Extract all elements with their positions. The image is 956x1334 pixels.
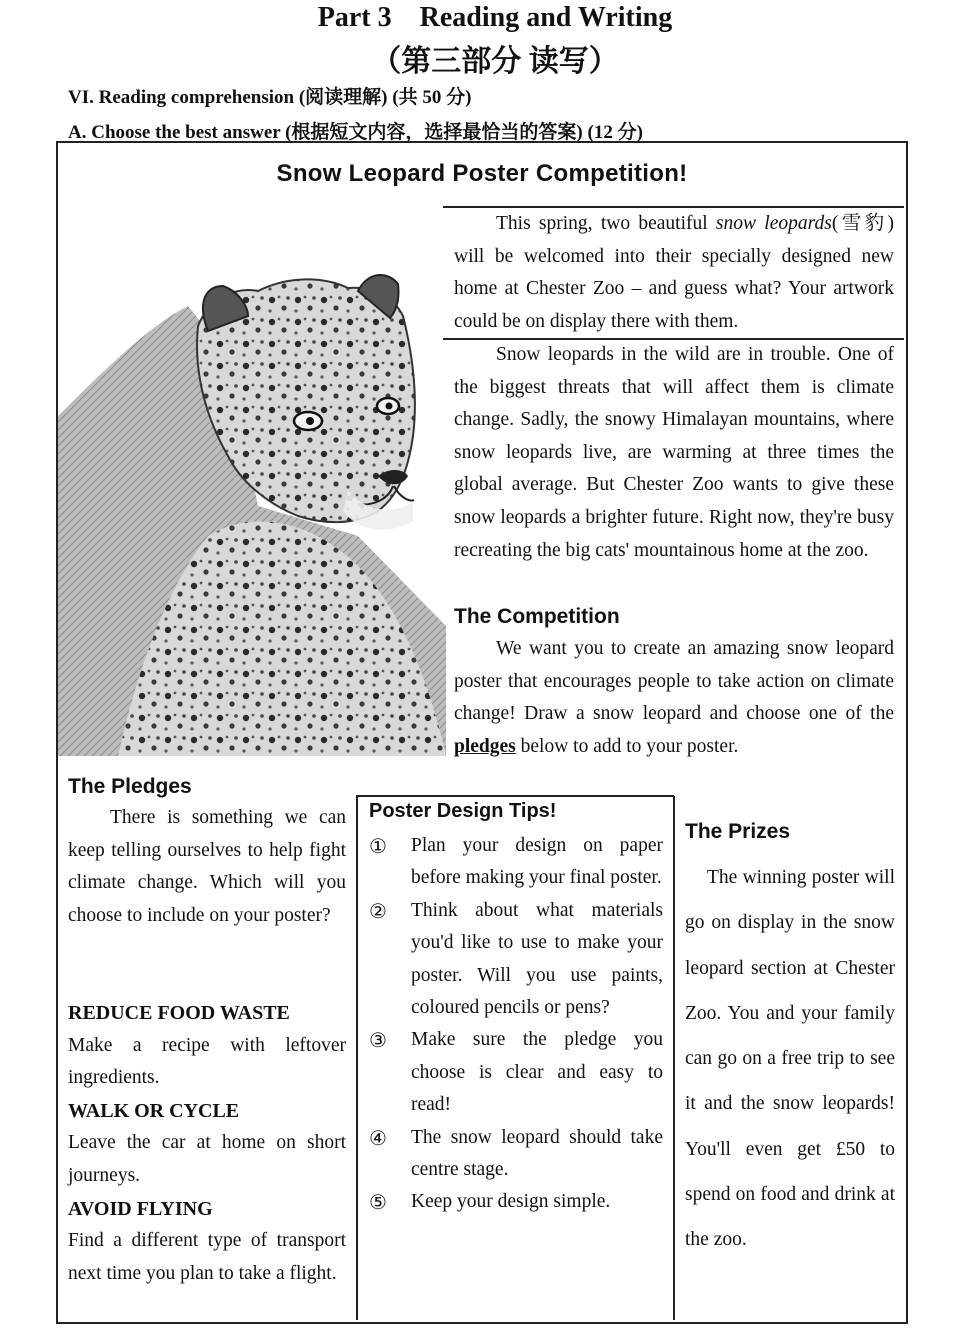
pledges-list [68, 997, 346, 1290]
pledge-text: Leave the car at home on short journeys. [68, 1132, 346, 1186]
divider [356, 795, 674, 797]
tip-item: ⑤ Keep your design simple. [369, 1190, 611, 1215]
snow-leopard-icon [58, 206, 446, 756]
pledge-title: AVOID FLYING [68, 1197, 213, 1220]
column-divider [356, 796, 358, 1320]
pledge-title: REDUCE FOOD WASTE [68, 1002, 290, 1024]
pledge-title: WALK OR CYCLE [68, 1099, 240, 1122]
part-subtitle: （第三部分 读写） [371, 45, 619, 78]
pledges-heading: The Pledges [68, 775, 192, 798]
prizes-text: The winning poster will go on display in the snow leopard section at Chester Zoo. You and your family can go on a free trip to see it and the snow leopards! You'll even get £50 to spend on food and drink at the zoo. [685, 867, 895, 1251]
prizes-heading: The Prizes [685, 820, 791, 843]
section-heading: VI. Reading comprehension (阅读理解) (共 50 分) [68, 87, 472, 108]
competition-paragraph: We want you to create an amazing snow leopard poster that encourages people to take action on climate change! Draw a snow leopard and choose one of the pledges below to add to your poster. [454, 638, 894, 757]
intro-paragraph: This spring, two beautiful snow leopards(雪豹) will be welcomed into their specially designed new home at Chester Zoo – and guess what? Your artwork could be on display there with them. [454, 213, 894, 332]
column-divider [673, 796, 675, 1320]
tips-list [369, 830, 663, 1219]
pledges-intro: There is something we can keep telling ourselves to help fight climate change. Which will you choose to include on your poster? [68, 807, 346, 926]
competition-heading: The Competition [454, 605, 620, 628]
part-title: Part 3 Reading and Writing [317, 2, 673, 33]
task-instruction: A. Choose the best answer (根据短文内容，选择最恰当的答案) (12 分) [68, 122, 643, 143]
trouble-paragraph: Snow leopards in the wild are in trouble. One of the biggest threats that will affect them is climate change. Sadly, the snowy Himalayan mountains, where snow leopards live, are warming at three times the global average. But Chester Zoo wants to give these snow leopards a brighter future. Right now, they're busy recreating the big cats' mountainous home at the zoo. [454, 344, 894, 561]
tip-item: ② Think about what materials you'd like to use to make your poster. Will you use paints, coloured pencils or pens? [369, 898, 663, 1019]
tips-heading: Poster Design Tips! [369, 800, 557, 822]
pledge-text: Find a different type of transport next time you plan to take a flight. [68, 1230, 346, 1284]
tip-item: ① Plan your design on paper before making your final poster. [369, 834, 663, 889]
pledge-text: Make a recipe with leftover ingredients. [68, 1034, 346, 1089]
tip-item: ④ The snow leopard should take centre stage. [369, 1125, 663, 1181]
poster-title: Snow Leopard Poster Competition! [276, 160, 688, 187]
snow-leopard-illustration [58, 206, 446, 756]
tip-item: ③ Make sure the pledge you choose is clear and easy to read! [369, 1028, 663, 1116]
